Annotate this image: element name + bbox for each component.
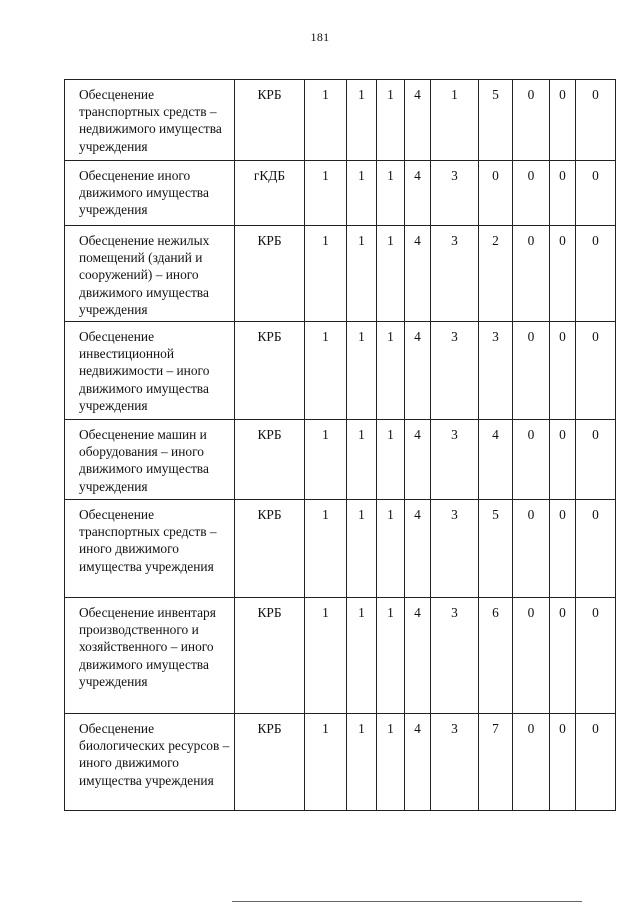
account-digit: 0 bbox=[576, 161, 616, 226]
table-row bbox=[65, 322, 616, 420]
account-digit: 0 bbox=[550, 80, 576, 161]
account-digit: 0 bbox=[513, 161, 550, 226]
account-digit: 4 bbox=[405, 598, 431, 714]
account-code-type: КРБ bbox=[235, 500, 305, 598]
account-digit: 3 bbox=[431, 500, 479, 598]
account-digit: 1 bbox=[377, 226, 405, 322]
table-row bbox=[65, 714, 616, 811]
account-name: Обесценение машин и оборудования – иного движимого имущества учреждения bbox=[65, 420, 235, 500]
account-code-type: КРБ bbox=[235, 598, 305, 714]
account-digit: 0 bbox=[513, 226, 550, 322]
account-name: Обесценение транспортных средств –недвижимого имущества учреждения bbox=[65, 80, 235, 161]
account-digit: 0 bbox=[550, 420, 576, 500]
account-code-type: гКДБ bbox=[235, 161, 305, 226]
account-digit: 0 bbox=[576, 420, 616, 500]
account-digit: 3 bbox=[431, 322, 479, 420]
account-digit: 7 bbox=[479, 714, 513, 811]
account-code-type: КРБ bbox=[235, 322, 305, 420]
account-digit: 1 bbox=[377, 500, 405, 598]
account-digit: 1 bbox=[347, 714, 377, 811]
account-digit: 3 bbox=[431, 161, 479, 226]
account-digit: 1 bbox=[305, 161, 347, 226]
table-row bbox=[65, 226, 616, 322]
accounts-table bbox=[64, 79, 616, 811]
account-digit: 1 bbox=[377, 420, 405, 500]
account-digit: 5 bbox=[479, 500, 513, 598]
account-digit: 1 bbox=[377, 80, 405, 161]
account-digit: 1 bbox=[305, 714, 347, 811]
account-name: Обесценение инвестиционной недвижимости – иного движимого имущества учреждения bbox=[65, 322, 235, 420]
account-digit: 4 bbox=[405, 226, 431, 322]
account-digit: 0 bbox=[513, 80, 550, 161]
account-digit: 0 bbox=[576, 322, 616, 420]
account-name: Обесценение нежилых помещений (зданий и сооружений) – иного движимого имущества учреждения bbox=[65, 226, 235, 322]
account-code-type: КРБ bbox=[235, 420, 305, 500]
account-digit: 0 bbox=[550, 500, 576, 598]
page-number: 181 bbox=[310, 30, 330, 44]
account-digit: 1 bbox=[347, 226, 377, 322]
account-digit: 0 bbox=[513, 420, 550, 500]
account-digit: 1 bbox=[377, 598, 405, 714]
account-digit: 1 bbox=[347, 80, 377, 161]
account-digit: 0 bbox=[479, 161, 513, 226]
page-bottom-rule bbox=[232, 901, 582, 902]
account-name: Обесценение транспортных средств – иного движимого имущества учреждения bbox=[65, 500, 235, 598]
account-digit: 0 bbox=[576, 598, 616, 714]
table-row bbox=[65, 420, 616, 500]
account-digit: 0 bbox=[576, 80, 616, 161]
account-digit: 1 bbox=[431, 80, 479, 161]
account-digit: 1 bbox=[305, 80, 347, 161]
account-digit: 0 bbox=[550, 714, 576, 811]
account-code-type: КРБ bbox=[235, 80, 305, 161]
account-digit: 4 bbox=[405, 714, 431, 811]
account-digit: 1 bbox=[377, 714, 405, 811]
account-digit: 4 bbox=[405, 161, 431, 226]
account-digit: 0 bbox=[576, 500, 616, 598]
account-digit: 4 bbox=[405, 420, 431, 500]
account-digit: 0 bbox=[576, 714, 616, 811]
account-digit: 3 bbox=[431, 714, 479, 811]
account-digit: 0 bbox=[550, 598, 576, 714]
account-digit: 1 bbox=[347, 420, 377, 500]
account-digit: 0 bbox=[550, 161, 576, 226]
account-code-type: КРБ bbox=[235, 714, 305, 811]
account-digit: 3 bbox=[479, 322, 513, 420]
account-digit: 3 bbox=[431, 420, 479, 500]
account-name: Обесценение инвентаря производственного и хозяйственного – иного движимого имущества учреждения bbox=[65, 598, 235, 714]
account-digit: 0 bbox=[550, 226, 576, 322]
account-digit: 0 bbox=[576, 226, 616, 322]
account-digit: 5 bbox=[479, 80, 513, 161]
account-digit: 1 bbox=[347, 598, 377, 714]
table-row bbox=[65, 80, 616, 161]
account-digit: 3 bbox=[431, 598, 479, 714]
account-digit: 1 bbox=[347, 322, 377, 420]
account-digit: 6 bbox=[479, 598, 513, 714]
table-row bbox=[65, 500, 616, 598]
account-name: Обесценение иного движимого имущества учреждения bbox=[65, 161, 235, 226]
account-digit: 0 bbox=[513, 598, 550, 714]
account-digit: 1 bbox=[377, 322, 405, 420]
account-digit: 1 bbox=[305, 598, 347, 714]
table-row bbox=[65, 598, 616, 714]
account-digit: 4 bbox=[405, 80, 431, 161]
account-digit: 4 bbox=[405, 500, 431, 598]
account-digit: 1 bbox=[305, 322, 347, 420]
table-row bbox=[65, 161, 616, 226]
account-digit: 0 bbox=[513, 500, 550, 598]
account-name: Обесценение биологических ресурсов – иного движимого имущества учреждения bbox=[65, 714, 235, 811]
account-code-type: КРБ bbox=[235, 226, 305, 322]
account-digit: 1 bbox=[347, 161, 377, 226]
account-digit: 4 bbox=[479, 420, 513, 500]
account-digit: 1 bbox=[305, 500, 347, 598]
account-digit: 1 bbox=[305, 420, 347, 500]
account-digit: 0 bbox=[513, 322, 550, 420]
account-digit: 1 bbox=[347, 500, 377, 598]
account-digit: 0 bbox=[513, 714, 550, 811]
account-digit: 1 bbox=[305, 226, 347, 322]
account-digit: 0 bbox=[550, 322, 576, 420]
account-digit: 3 bbox=[431, 226, 479, 322]
account-digit: 1 bbox=[377, 161, 405, 226]
account-digit: 4 bbox=[405, 322, 431, 420]
account-digit: 2 bbox=[479, 226, 513, 322]
